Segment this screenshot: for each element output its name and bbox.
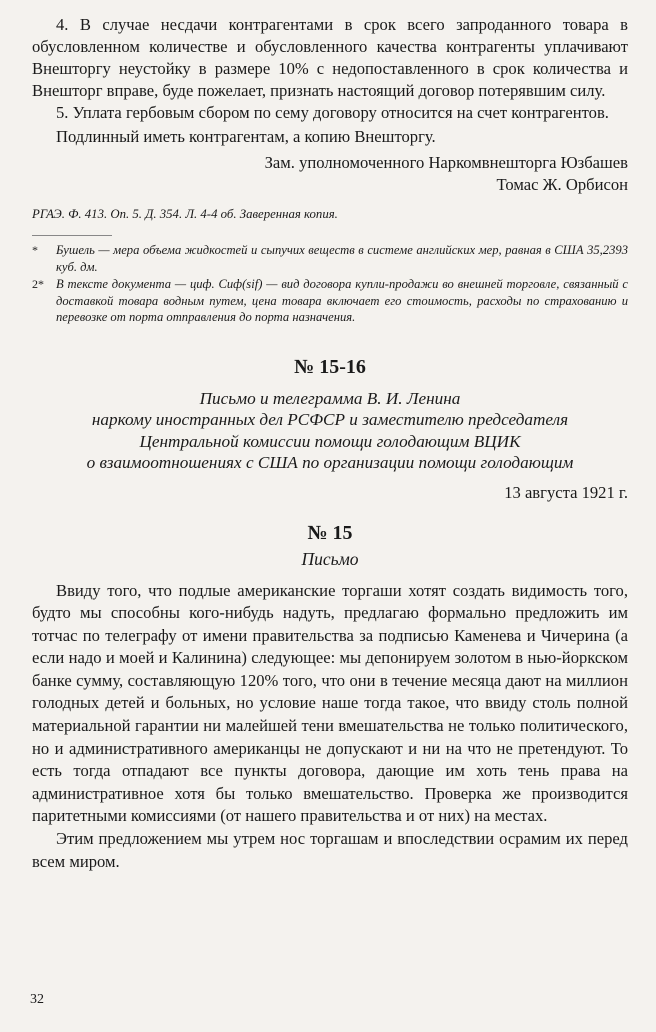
footnote-2 xyxy=(32,276,628,326)
footnote-2-text: В тексте документа — циф. Сиф(sif) — вид договора купли-продажи во внешней торговле, связанный с доставкой товара водным путем, цена товара включает его стоимость, расходы по страхованию и перевозке от порта отправления до порта назначения. xyxy=(56,277,628,324)
document-number: № 15-16 xyxy=(294,355,366,378)
footnote-1-text: Бушель — мера объема жидкостей и сыпучих веществ в системе английских мер, равная в США 35,2393 куб. дм. xyxy=(56,243,628,274)
letter-body-paragraph-2: Этим предложением мы утрем нос торгашам и впоследствии осрамим их перед всем миром. xyxy=(32,829,628,871)
footnote-1 xyxy=(32,242,628,275)
heading-line-1: Письмо и телеграмма В. И. Ленина xyxy=(199,388,461,408)
footnote-divider xyxy=(32,235,112,236)
contract-closing: Подлинный иметь контрагентам, а копию Внешторгу. xyxy=(56,127,436,146)
footnote-2-mark: 2* xyxy=(32,277,44,291)
archive-reference: РГАЭ. Ф. 413. Оп. 5. Д. 354. Л. 4-4 об. Заверенная копия. xyxy=(32,207,338,221)
footnote-1-mark: * xyxy=(32,243,38,257)
heading-line-4: о взаимоотношениях с США по организации помощи голодающим xyxy=(86,453,574,472)
letter-title: Письмо xyxy=(301,548,359,569)
footnotes xyxy=(32,242,628,326)
signature-orbison: Томас Ж. Орбисон xyxy=(496,175,628,194)
heading-line-3: Центральной комиссии помощи голодающим ВЦИК xyxy=(139,431,521,451)
signature-yuzbashev: Зам. уполномоченного Наркомвнешторга Юзбашев xyxy=(264,153,628,172)
heading-line-2: наркому иностранных дел РСФСР и заместителю председателя xyxy=(91,410,569,429)
letter-body-paragraph-1: Ввиду того, что подлые американские торгаши хотят создать видимость того, будто мы способны кого-нибудь надуть, предлагаю формально предложить им тотчас по телеграфу от имени правительства за подписью Каменева и Чичерина (а если надо и моей и Калинина) следующее: мы депонируем золотом в нью-йоркском банке сумму, составляющую 120% того, что они в течение месяца дают на миллион голодных детей и больных, но условие наше тогда такое, что ввиду столь полной материальной гарантии ни малейшей тени вмешательства не только политического, но и административного американцы не допускают и ни на что не претендуют. То есть тогда отпадают все пункты договора, дающие им хоть тень права на административное хотя бы только вмешательство. Проверка же производится паритетными комиссиями (от нашего правительства и от них) на местах. xyxy=(32,580,628,826)
page-number: 32 xyxy=(30,992,44,1007)
document-date: 13 августа 1921 г. xyxy=(504,482,628,502)
page-content xyxy=(32,14,628,873)
document-heading xyxy=(32,388,628,474)
contract-clause-5: 5. Уплата гербовым сбором по сему договору относится на счет контрагентов. xyxy=(56,103,609,122)
letter-number: № 15 xyxy=(307,521,353,544)
contract-clause-4: 4. В случае несдачи контрагентами в срок всего запроданного товара в обусловленном количестве и обусловленного качества контрагенты уплачивают Внешторгу неустойку в размере 10% с недопоставленного в срок количества и Внешторг вправе, буде пожелает, признать настоящий договор потерявшим силу. xyxy=(32,15,628,100)
